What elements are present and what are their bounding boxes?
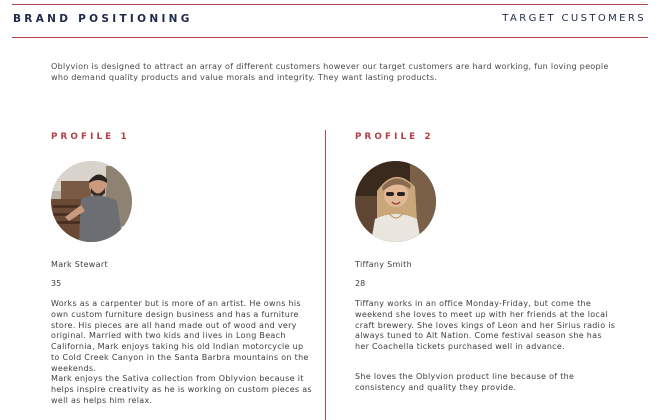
section-title: TARGET CUSTOMERS — [502, 13, 646, 24]
profile-card-2 — [355, 132, 620, 392]
profile-label: PROFILE 1 — [51, 132, 130, 142]
profile-age: 35 — [51, 279, 62, 288]
header-rule — [12, 37, 648, 38]
profile-photo-carpenter — [51, 161, 132, 242]
profile-age: 28 — [355, 279, 366, 288]
intro-paragraph: Oblyvion is designed to attract an array of different customers however our target customers are hard working, fun loving people who demand quality products and value morals and integrity. They want lasting products. — [51, 61, 609, 82]
profile-card-1 — [51, 132, 316, 405]
profile-label: PROFILE 2 — [355, 132, 434, 142]
profile-bio: Tiffany works in an office Monday-Friday, but come the weekend she loves to meet up with her friends at the local craft brewery. She loves kings of Leon and her Sirius radio is always tuned to Alt Nation. Come festival season she has her Coachella tickets purchased well in advance. — [355, 299, 616, 352]
profile-bio: Works as a carpenter but is more of an artist. He owns his own custom furniture design business and has a furniture store. His pieces are all hand made out of wood and very original. Married with two kids and lives in Long Beach California, Mark enjoys taking his old Indian motorcycle up to Cold Creek Canyon in the Santa Barbra mountains on the weekends. — [51, 299, 309, 373]
profile-product-note: She loves the Oblyvion product line because of the consistency and quality they provide. — [355, 372, 575, 392]
profile-photo-woman — [355, 161, 436, 242]
page-title: BRAND POSITIONING — [13, 13, 193, 25]
column-divider — [325, 130, 326, 420]
top-rule — [12, 4, 648, 5]
profile-product-note: Mark enjoys the Sativa collection from Oblyvion because it helps inspire creativity as he is working on custom pieces as well as helps him relax. — [51, 374, 312, 405]
profile-name: Mark Stewart — [51, 260, 108, 269]
profile-name: Tiffany Smith — [355, 260, 412, 269]
